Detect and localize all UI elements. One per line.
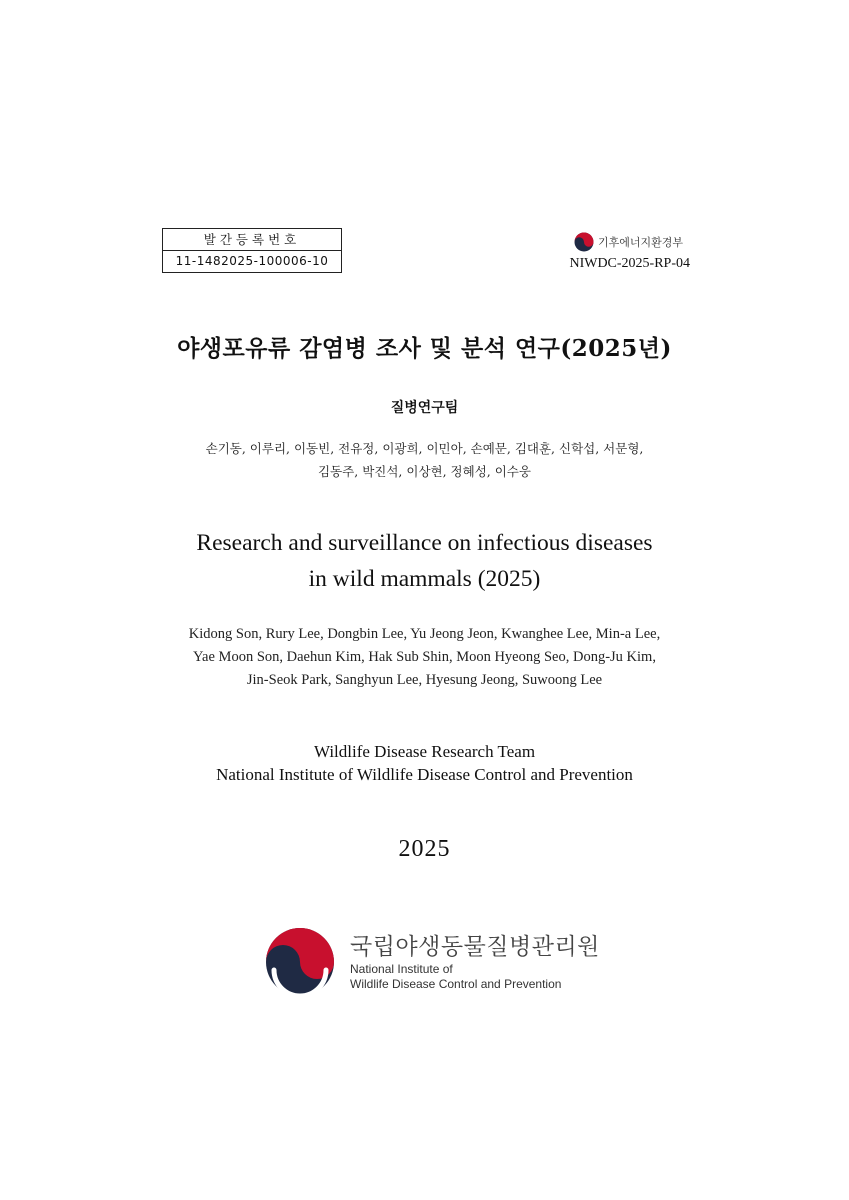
institute-logo — [264, 926, 600, 998]
english-authors-line: Kidong Son, Rury Lee, Dongbin Lee, Yu Jeong Jeon, Kwanghee Lee, Min-a Lee, — [188, 626, 661, 642]
english-title — [0, 525, 849, 597]
taegeuk-icon — [264, 926, 336, 998]
registration-number: 11-1482025-100006-10 — [163, 250, 341, 272]
korean-team: 질병연구팀 — [390, 400, 459, 416]
korean-authors-line: 김동주, 박진석, 이상현, 정혜성, 이수웅 — [318, 464, 531, 479]
korean-authors — [0, 437, 849, 483]
english-title-line: Research and surveillance on infectious diseases — [196, 530, 653, 556]
english-authors-line: Yae Moon Son, Daehun Kim, Hak Sub Shin, Moon Hyeong Seo, Dong-Ju Kim, — [193, 649, 656, 665]
korean-authors-line: 손기동, 이루리, 이동빈, 전유정, 이광희, 이민아, 손예문, 김대훈, 신학섭, 서문형, — [205, 441, 644, 456]
english-team: Wildlife Disease Research Team — [313, 742, 536, 761]
report-code: NIWDC-2025-RP-04 — [569, 256, 690, 271]
logo-korean-name: 국립야생동물질병관리원 — [350, 934, 600, 960]
korean-title: 야생포유류 감염병 조사 및 분석 연구(2025년) — [177, 335, 672, 362]
english-authors-line: Jin-Seok Park, Sanghyun Lee, Hyesung Jeong, Suwoong Lee — [246, 672, 603, 688]
english-institute: National Institute of Wildlife Disease Control and Prevention — [216, 765, 633, 784]
taegeuk-icon — [574, 232, 594, 252]
institute-block — [0, 740, 849, 786]
publication-year: 2025 — [398, 836, 451, 862]
registration-label: 발간등록번호 — [203, 232, 301, 247]
logo-english-line: Wildlife Disease Control and Prevention — [350, 977, 562, 991]
english-authors — [0, 623, 849, 692]
registration-box — [162, 228, 342, 273]
english-title-line: in wild mammals (2025) — [308, 566, 541, 592]
logo-english-line: National Institute of — [350, 962, 453, 976]
ministry-mark — [574, 232, 683, 252]
ministry-name: 기후에너지환경부 — [598, 236, 684, 249]
